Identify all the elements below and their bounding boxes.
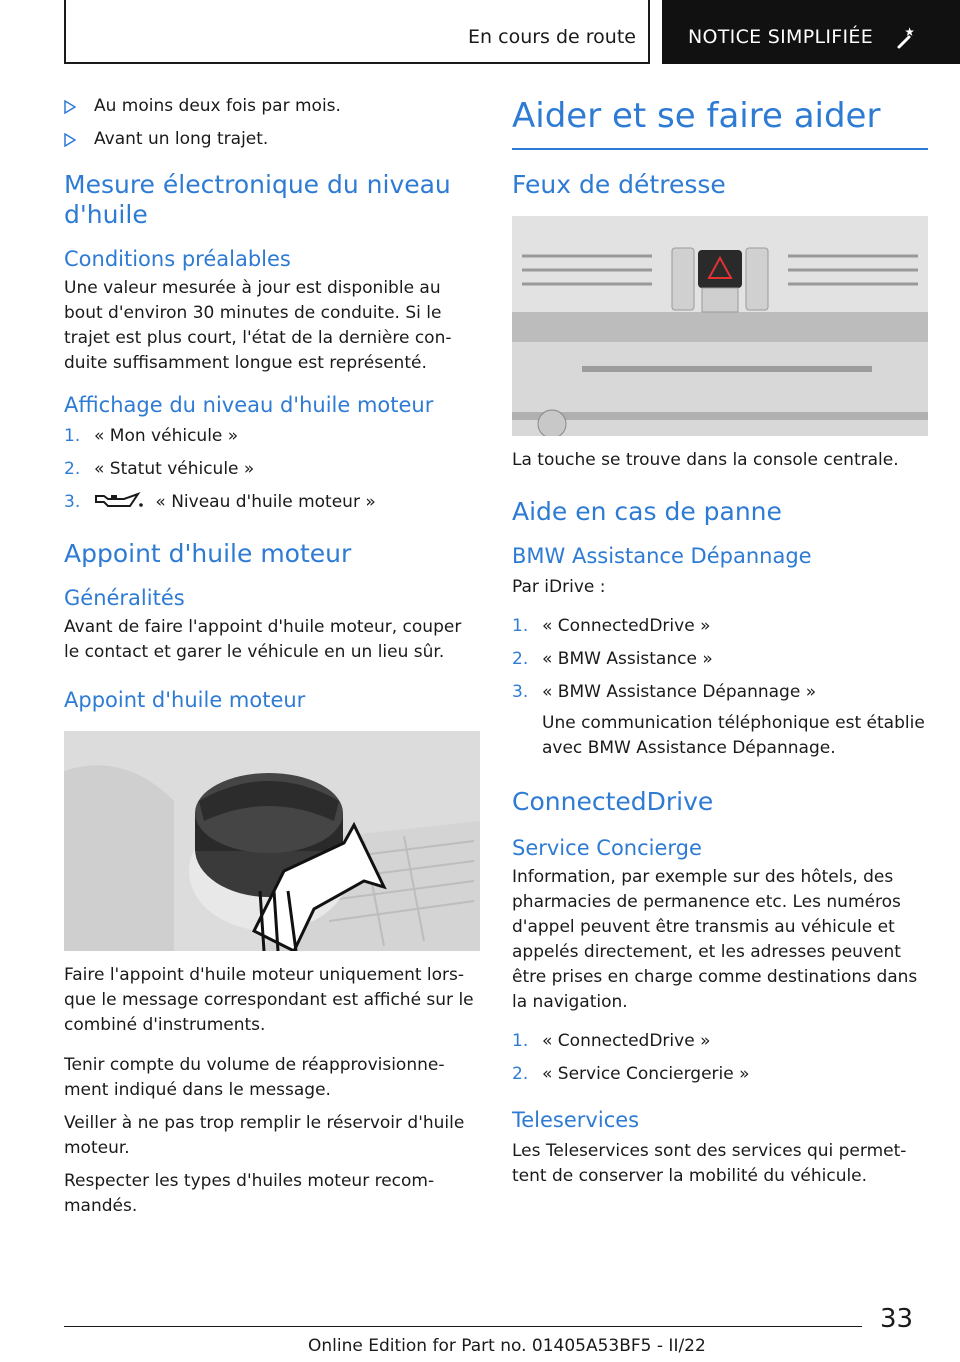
header-left-line bbox=[64, 0, 66, 64]
oil-cap-illustration bbox=[64, 731, 480, 951]
wrench-star-icon bbox=[896, 26, 920, 50]
step-text: « Statut véhicule » bbox=[94, 459, 255, 479]
heading-aider: Aider et se faire aider bbox=[512, 96, 881, 136]
step-number: 1. bbox=[512, 616, 529, 636]
step-text: « ConnectedDrive » bbox=[542, 1031, 711, 1051]
step-item bbox=[512, 1029, 928, 1054]
bullet-text: Au moins deux fois par mois. bbox=[94, 96, 341, 116]
left-column bbox=[64, 92, 480, 1219]
step-number: 1. bbox=[64, 426, 81, 446]
step-number: 2. bbox=[64, 459, 81, 479]
step-number: 2. bbox=[512, 1064, 529, 1084]
bullet-item bbox=[64, 94, 480, 119]
paragraph-idrive: Par iDrive : bbox=[512, 577, 606, 597]
oil-can-icon bbox=[94, 490, 144, 510]
heading-appoint: Appoint d'huile moteur bbox=[64, 539, 352, 568]
heading-appoint-2: Appoint d'huile moteur bbox=[64, 688, 306, 712]
triangle-bullet-icon bbox=[64, 133, 76, 147]
heading-feux: Feux de détresse bbox=[512, 170, 726, 199]
header-badge bbox=[662, 0, 960, 64]
header-section-title: En cours de route bbox=[468, 26, 636, 48]
step-text: « Niveau d'huile moteur » bbox=[155, 492, 376, 512]
right-column bbox=[512, 92, 928, 1189]
footer-rule bbox=[64, 1326, 862, 1327]
paragraph-touche: La touche se trouve dans la console centrale. bbox=[512, 450, 899, 470]
heading-concierge: Service Concierge bbox=[512, 836, 702, 860]
step-number: 2. bbox=[512, 649, 529, 669]
footer-edition: Online Edition for Part no. 01405A53BF5 - II/22 bbox=[308, 1336, 706, 1356]
step-text: « ConnectedDrive » bbox=[542, 616, 711, 636]
step-number: 3. bbox=[512, 682, 529, 702]
page-number: 33 bbox=[880, 1304, 914, 1334]
header-bottom-line bbox=[64, 62, 650, 64]
step-item bbox=[64, 490, 480, 515]
paragraph-conditions: Une valeur mesurée à jour est disponible au bout d'environ 30 minutes de conduite. Si le trajet est plus court, l'état de la dernière conduite suffisamment longue est représenté. bbox=[64, 278, 452, 373]
paragraph-tenir: Tenir compte du volume de réapprovisionnement indiqué dans le message. bbox=[64, 1055, 445, 1100]
bullet-text: Avant un long trajet. bbox=[94, 129, 269, 149]
bullet-item bbox=[64, 127, 480, 152]
step-item bbox=[64, 457, 480, 482]
heading-conditions: Conditions préalables bbox=[64, 247, 291, 271]
hazard-button-illustration bbox=[512, 216, 928, 436]
step-item bbox=[64, 424, 480, 449]
heading-bmw: BMW Assistance Dépannage bbox=[512, 544, 812, 568]
paragraph-communication: Une communication téléphonique est établie avec BMW Assistance Dépannage. bbox=[542, 713, 925, 758]
heading-generalites: Généralités bbox=[64, 586, 185, 610]
step-text: « Mon véhicule » bbox=[94, 426, 239, 446]
triangle-bullet-icon bbox=[64, 100, 76, 114]
paragraph-generalites: Avant de faire l'appoint d'huile moteur, couper le contact et garer le véhicule en un lieu sûr. bbox=[64, 617, 462, 662]
paragraph-respecter: Respecter les types d'huiles moteur recommandés. bbox=[64, 1171, 435, 1216]
heading-teleservices: Teleservices bbox=[512, 1108, 640, 1132]
step-number: 3. bbox=[64, 492, 81, 512]
step-item bbox=[512, 614, 928, 639]
heading-panne: Aide en cas de panne bbox=[512, 497, 782, 526]
paragraph-veiller: Veiller à ne pas trop remplir le réservoir d'huile moteur. bbox=[64, 1113, 465, 1158]
heading-rule bbox=[512, 148, 928, 150]
heading-affichage: Affichage du niveau d'huile moteur bbox=[64, 393, 434, 417]
paragraph-faire: Faire l'appoint d'huile moteur uniquement lorsque le message correspondant est affiché sur le combiné d'instruments. bbox=[64, 965, 474, 1035]
step-text: « Service Conciergerie » bbox=[542, 1064, 750, 1084]
heading-connecteddrive: ConnectedDrive bbox=[512, 787, 714, 816]
step-item bbox=[512, 647, 928, 672]
step-text: « BMW Assistance » bbox=[542, 649, 713, 669]
header-badge-label: NOTICE SIMPLIFIÉE bbox=[688, 26, 874, 48]
header-separator bbox=[648, 0, 650, 64]
step-item bbox=[512, 1062, 928, 1087]
step-text: « BMW Assistance Dépannage » bbox=[542, 682, 817, 702]
paragraph-teleservices: Les Teleservices sont des services qui permettent de conserver la mobilité du véhicule. bbox=[512, 1141, 907, 1186]
paragraph-information: Information, par exemple sur des hôtels, des pharmacies de permanence etc. Les numéros d'appel peuvent être transmis au véhicule et appelés directement, et les adresses peuvent être prises en charge comme destinations dans la navigation. bbox=[512, 867, 918, 1012]
heading-mesure: Mesure électronique du niveau d'huile bbox=[64, 170, 451, 229]
step-item bbox=[512, 680, 928, 705]
step-number: 1. bbox=[512, 1031, 529, 1051]
